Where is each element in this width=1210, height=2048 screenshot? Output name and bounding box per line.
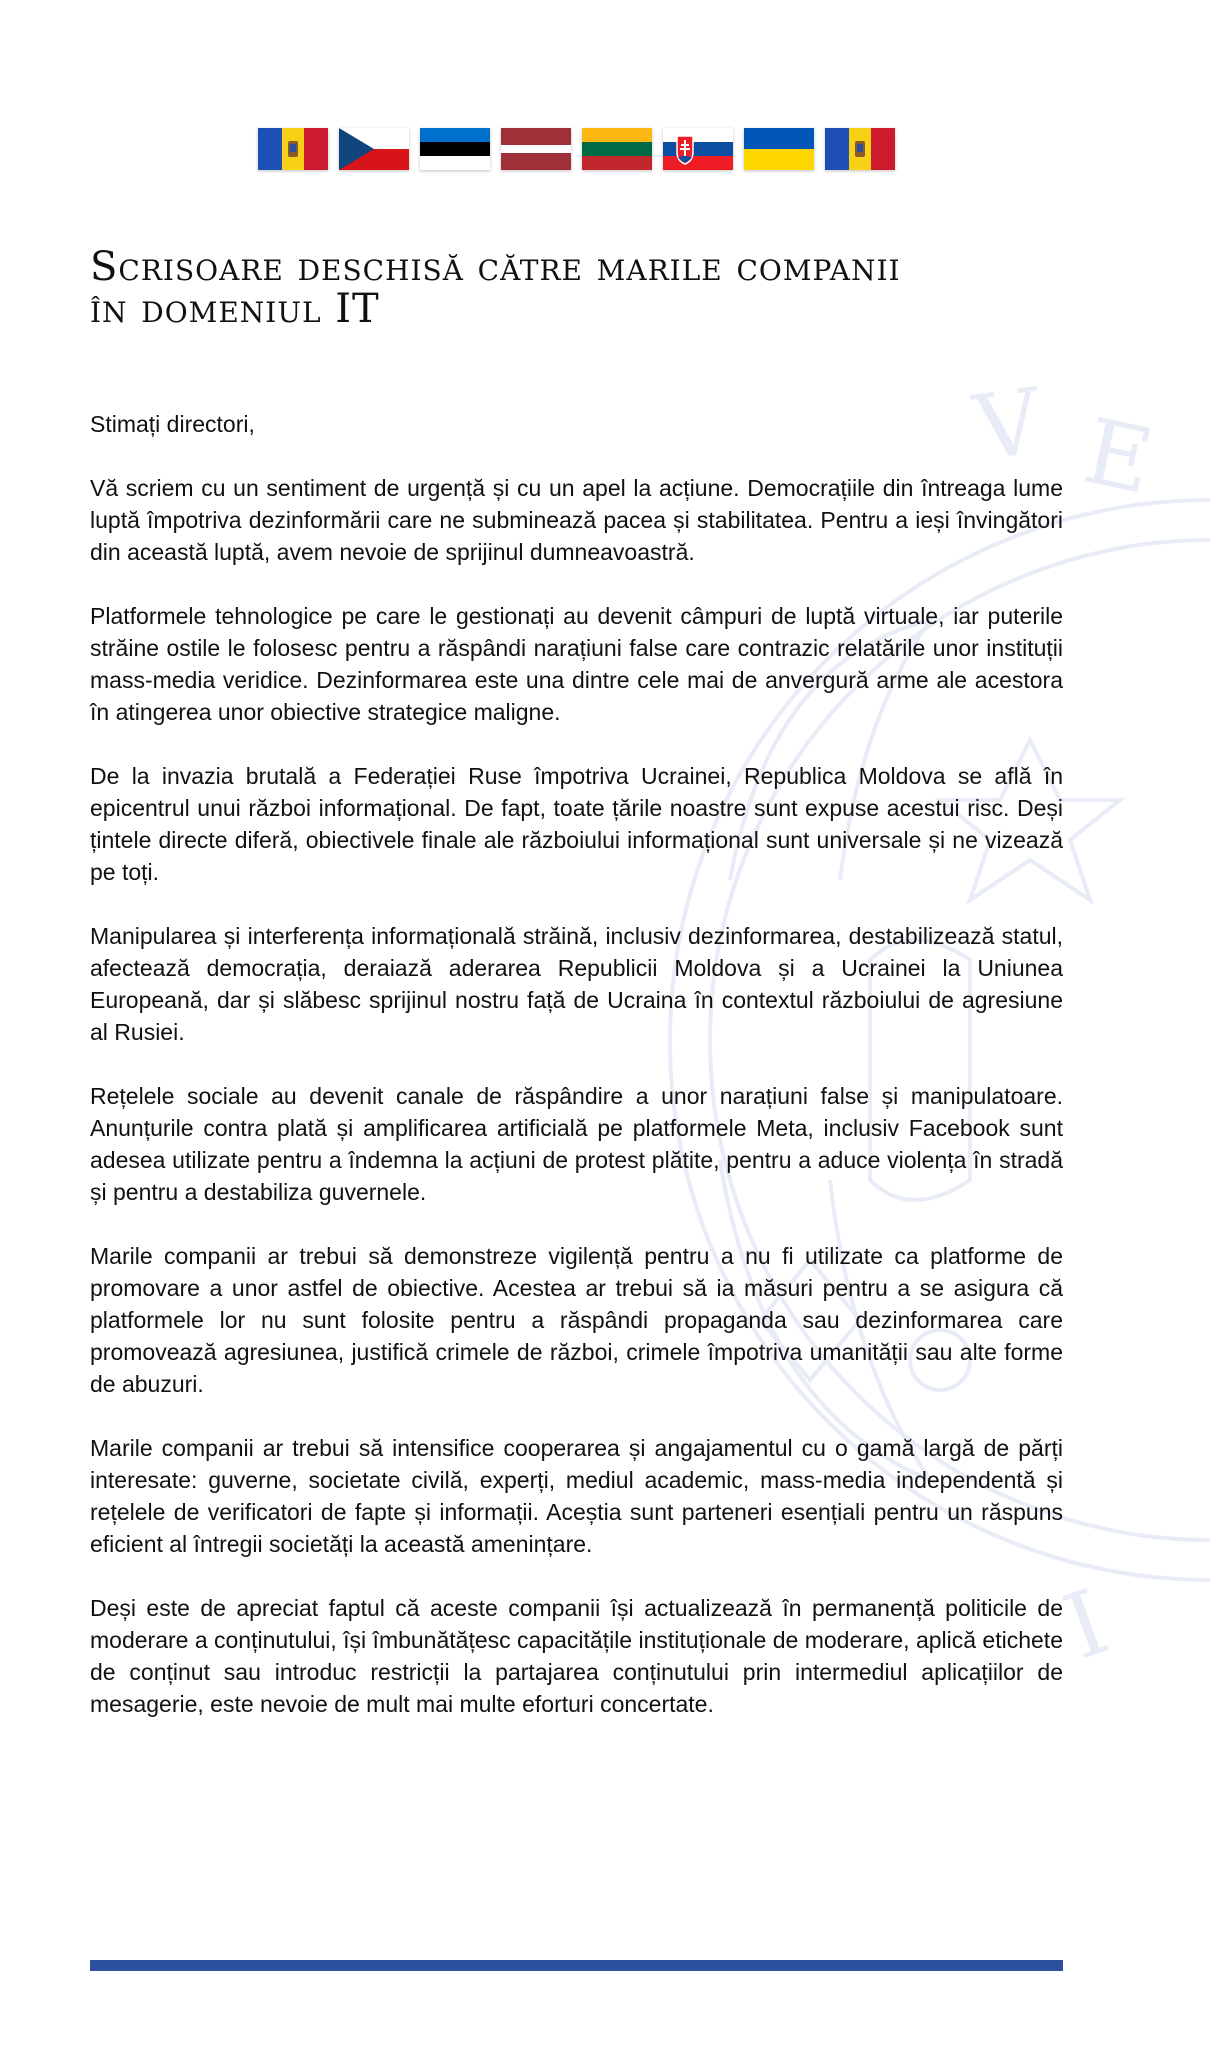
paragraph: Deși este de apreciat faptul că aceste companii își actualizează în permanență politicile de moderare a conținutului, își îmbunătățesc capacitățile instituționale de moderare, aplică etichete de conținut sau introduc restricții la partajarea conținutului prin intermediul aplicațiilor de mesagerie, este nevoie de mult mai multe eforturi concertate. bbox=[90, 1595, 1063, 1717]
paragraph: Vă scriem cu un sentiment de urgență și cu un apel la acțiune. Democrațiile din întreaga lume luptă împotriva dezinformării care ne subminează pacea și stabilitatea. Pentru a ieși învingători din această luptă, avem nevoie de sprijinul dumneavoastră. bbox=[90, 475, 1063, 565]
flag-lithuania-icon bbox=[582, 128, 652, 170]
flag-slovakia-icon bbox=[663, 128, 733, 170]
flag-moldova-icon bbox=[258, 128, 328, 170]
paragraph: De la invazia brutală a Federației Ruse împotriva Ucrainei, Republica Moldova se află în epicentrul unui război informațional. De fapt, toate țările noastre sunt expuse acestui risc. Deși țintele directe diferă, obiectivele finale ale războiului informațional sunt universale și ne vizează pe toți. bbox=[90, 763, 1063, 885]
flags-row bbox=[0, 128, 1152, 170]
flag-estonia-icon bbox=[420, 128, 490, 170]
svg-text:E: E bbox=[1075, 398, 1162, 516]
flag-latvia-icon bbox=[501, 128, 571, 170]
salutation: Stimați directori, bbox=[90, 411, 255, 437]
title-line-2: în domeniul IT bbox=[90, 286, 380, 332]
flag-czech-icon bbox=[339, 128, 409, 170]
letter-body bbox=[90, 408, 1063, 1752]
paragraph: Manipularea și interferența informațională străină, inclusiv dezinformarea, destabilizează statul, afectează democrația, deraiază aderarea Republicii Moldova și a Ucrainei la Uniunea Europeană, dar și slăbesc sprijinul nostru față de Ucraina în contextul războiului de agresiune al Rusiei. bbox=[90, 923, 1063, 1045]
paragraph: Marile companii ar trebui să demonstreze vigilență pentru a nu fi utilizate ca platforme de promovare a unor astfel de obiective. Acestea ar trebui să ia măsuri pentru a se asigura că platformele lor nu sunt folosite pentru a răspândi propaganda sau dezinformarea care promovează agresiunea, justifică crimele de război, crimele împotriva umanității sau alte forme de abuzuri. bbox=[90, 1243, 1063, 1397]
flag-ukraine-icon bbox=[744, 128, 814, 170]
paragraph: Platformele tehnologice pe care le gestionați au devenit câmpuri de luptă virtuale, iar puterile străine ostile le folosesc pentru a răspândi narațiuni false care contrazic relatările unor instituții mass-media veridice. Dezinformarea este una dintre cele mai de anvergură arme ale acestora în atingerea unor obiective strategice maligne. bbox=[90, 603, 1063, 725]
page-title bbox=[90, 246, 990, 330]
paragraph: Marile companii ar trebui să intensifice cooperarea și angajamentul cu o gamă largă de părți interesate: guverne, societate civilă, experți, mediul academic, mass-media independentă și rețelele de verificatori de fapte și informații. Aceștia sunt parteneri esențiali pentru un răspuns eficient al întregii societăți la această amenințare. bbox=[90, 1435, 1063, 1557]
svg-text:V: V bbox=[968, 368, 1048, 482]
title-line-1: Scrisoare deschisă către marile companii bbox=[90, 244, 901, 290]
paragraph: Rețelele sociale au devenit canale de răspândire a unor narațiuni false și manipulatoare. Anunțurile contra plată și amplificarea artificială pe platformele Meta, inclusiv Facebook sunt adesea utilizate pentru a îndemna la acțiuni de protest plătite, pentru a aduce violența în stradă și pentru a destabiliza guvernele. bbox=[90, 1083, 1063, 1205]
footer-divider bbox=[90, 1960, 1063, 1971]
flag-moldova-icon bbox=[825, 128, 895, 170]
svg-text:I: I bbox=[1051, 1569, 1121, 1681]
